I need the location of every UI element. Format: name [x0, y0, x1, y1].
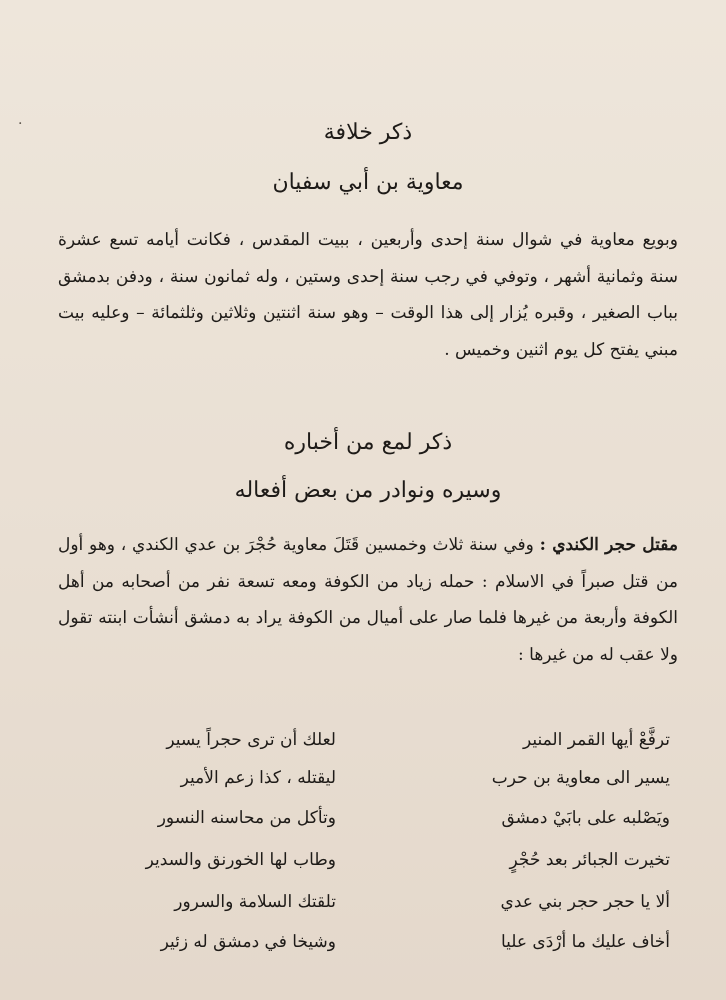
section-title-muawiya: معاوية بن أبي سفيان	[272, 170, 464, 195]
poem-verse	[58, 768, 678, 808]
section-title-caliphate: ذكر خلافة	[323, 120, 413, 145]
verse-first-hemistich: ترفَّعْ أيها القمر المنير	[522, 730, 670, 750]
section-title-news: ذكر لمع من أخباره	[283, 430, 453, 455]
verse-second-hemistich: لعلك أن ترى حجراً يسير	[166, 730, 336, 750]
poem-verse	[58, 730, 678, 770]
verse-second-hemistich: وطاب لها الخورنق والسدير	[145, 850, 336, 870]
paragraph-accession: وبويع معاوية في شوال سنة إحدى وأربعين ، ببيت المقدس ، فكانت أيامه تسع عشرة سنة وثمانية أشهر ، وتوفي في رجب سنة إحدى وستين ، وله ثمانون سنة ، ودفن بدمشق بباب الصغير ، وقبره يُزار إلى هذا الوقت – وهو سنة اثنتين وثلاثين وثلثمائة – وعليه بيت مبني يفتح كل يوم اثنين وخميس .	[58, 230, 678, 360]
verse-first-hemistich: ألا يا حجر حجر بني عدي	[500, 892, 670, 912]
verse-first-hemistich: تخيرت الجبائر بعد حُجْرٍ	[509, 850, 670, 870]
verse-first-hemistich: يسير الى معاوية بن حرب	[491, 768, 670, 788]
corner-mark: .	[18, 112, 23, 128]
verse-second-hemistich: تلقتك السلامة والسرور	[174, 892, 336, 912]
poem-verse	[58, 808, 678, 848]
verse-first-hemistich: أخاف عليك ما أرْدَى عليا	[500, 932, 670, 952]
paragraph-body: وفي سنة ثلاث وخمسين قَتَلَ معاوية حُجْرَ بن عدي الكندي ، وهو أول من قتل صبراً في الاسلام : حمله زياد من الكوفة ومعه تسعة نفر من أصحابه من أهل الكوفة وأربعة من غيرها فلما صار على أميال من الكوفة يراد به دمشق أنشأت ابنته تقول ولا عقب له من غيرها :	[58, 535, 678, 665]
verse-first-hemistich: ويَصْلبه على بابَيْ دمشق	[501, 808, 670, 828]
poem-verse	[58, 892, 678, 932]
poem-verse	[58, 850, 678, 890]
verse-second-hemistich: وتأكل من محاسنه النسور	[157, 808, 336, 828]
page-content	[18, 0, 678, 1000]
paragraph-lead-label: مقتل حجر الكندي :	[539, 535, 678, 555]
section-subtitle-deeds: وسيره ونوادر من بعض أفعاله	[234, 478, 502, 503]
paragraph-hujr-killing	[58, 527, 678, 673]
poem-verse	[58, 932, 678, 972]
verse-second-hemistich: وشيخا في دمشق له زئير	[160, 932, 336, 952]
verse-second-hemistich: ليقتله ، كذا زعم الأمير	[180, 768, 336, 788]
